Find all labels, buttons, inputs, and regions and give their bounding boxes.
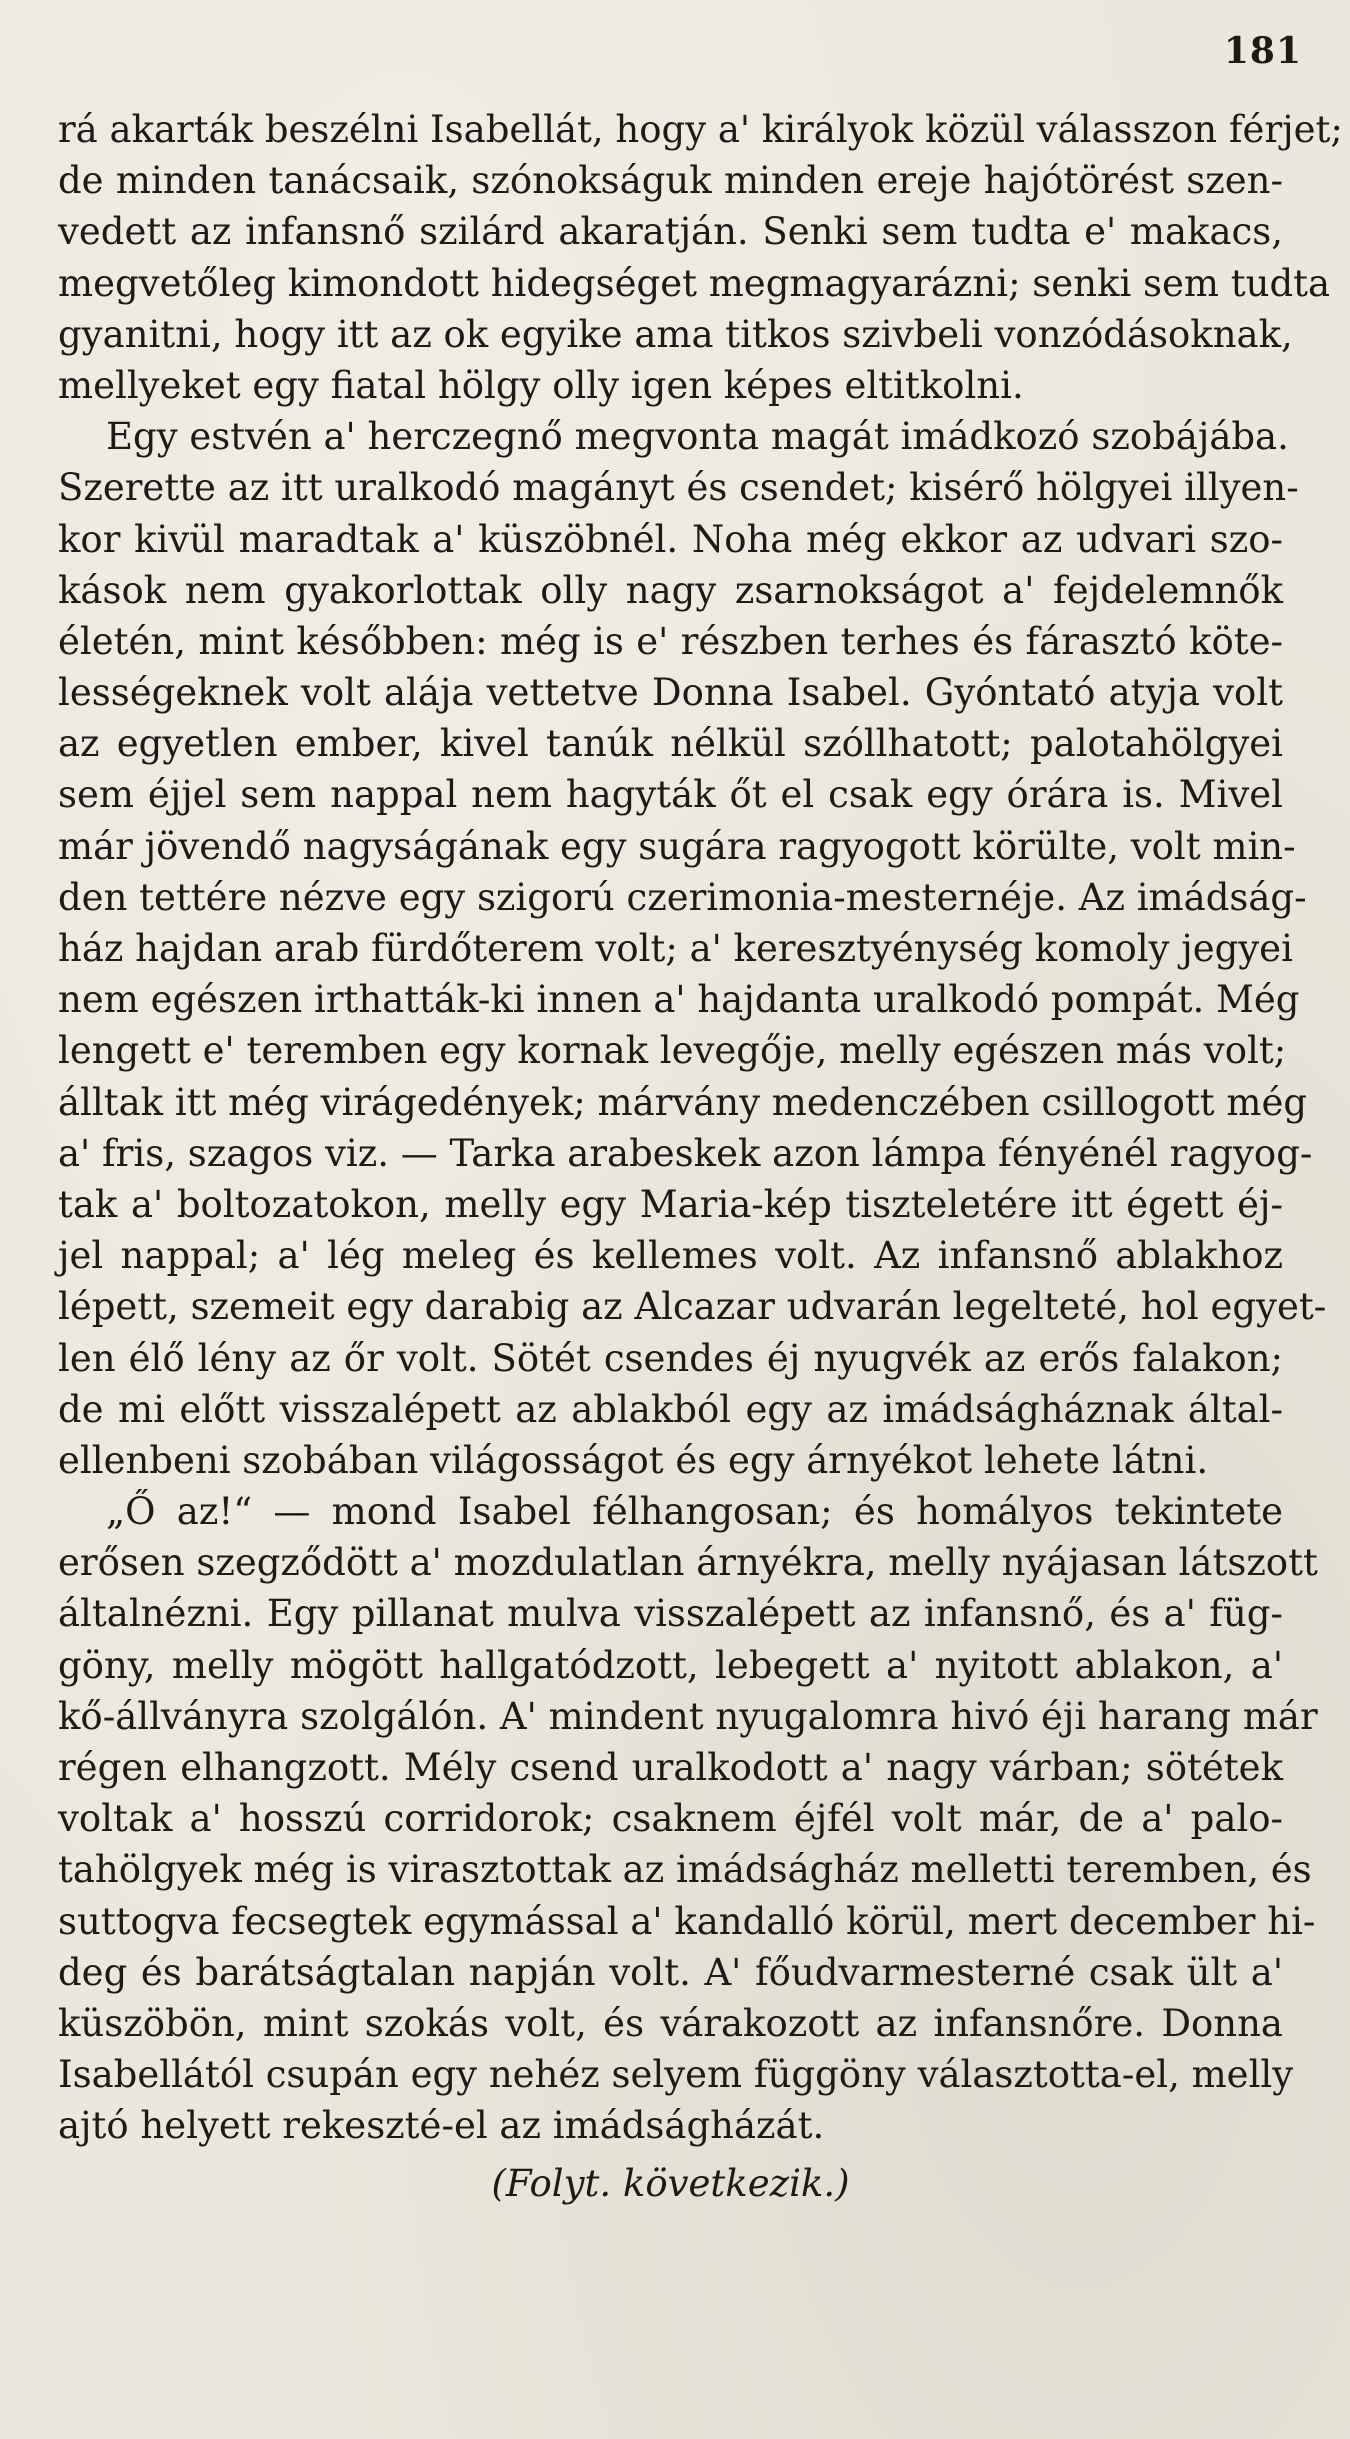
text-line: de minden tanácsaik, szónokságuk minden ereje hajótörést szen- — [58, 159, 1283, 203]
page-number: 181 — [1223, 30, 1302, 72]
text-line: álltak itt még virágedények; márvány medenczében csillogott még — [58, 1080, 1308, 1124]
text-line: a' fris, szagos viz. — Tarka arabeskek azon lámpa fényénél ragyog- — [58, 1131, 1313, 1175]
text-line: az egyetlen ember, kivel tanúk nélkül szóllhatott; palotahölgyei — [58, 722, 1283, 766]
text-line: küszöbön, mint szokás volt, és várakozott az infansnőre. Donna — [58, 2001, 1283, 2045]
text-line: kor kivül maradtak a' küszöbnél. Noha még ekkor az udvari szo- — [58, 517, 1283, 561]
text-line: de mi előtt visszalépett az ablakból egy az imádságháznak által- — [58, 1387, 1283, 1431]
text-line: rá akarták beszélni Isabellát, hogy a' királyok közül válasszon férjet; — [58, 108, 1343, 151]
text-line: gyanitni, hogy itt az ok egyike ama titkos szivbeli vonzódásoknak, — [58, 312, 1293, 356]
text-line: ellenbeni szobában világosságot és egy árnyékot lehete látni. — [58, 1438, 1209, 1482]
text-line: általnézni. Egy pillanat mulva visszalépett az infansnő, és a' füg- — [58, 1592, 1283, 1636]
text-line: lengett e' teremben egy kornak levegője, melly egészen más volt; — [58, 1029, 1287, 1073]
body-text — [58, 104, 1343, 2209]
text-line: Isabellától csupán egy nehéz selyem függöny választotta-el, melly — [58, 2053, 1294, 2097]
text-line: „Ő az!“ — mond Isabel félhangosan; és homályos tekintete — [106, 1490, 1283, 1534]
text-line: nem egészen irthatták-ki innen a' hajdanta uralkodó pompát. Még — [58, 978, 1300, 1022]
text-line: vedett az infansnő szilárd akaratján. Senki sem tudta e' makacs, — [58, 210, 1283, 254]
text-line: voltak a' hosszú corridorok; csaknem éjfél volt már, de a' palo- — [58, 1797, 1283, 1841]
text-line: tak a' boltozatokon, melly egy Maria-kép tiszteletére itt égett éj- — [58, 1182, 1283, 1226]
text-line: lességeknek volt alája vettetve Donna Isabel. Gyóntató atyja volt — [58, 671, 1283, 715]
text-line: göny, melly mögött hallgatódzott, lebegett a' nyitott ablakon, a' — [58, 1643, 1283, 1687]
text-line: suttogva fecsegtek egymással a' kandalló körül, mert december hi- — [58, 1899, 1316, 1943]
text-line: Szerette az itt uralkodó magányt és csendet; kisérő hölgyei illyen- — [58, 466, 1299, 510]
text-line: régen elhangzott. Mély csend uralkodott a' nagy várban; sötétek — [58, 1746, 1283, 1789]
text-line: Egy estvén a' herczegnő megvonta magát imádkozó szobájába. — [106, 415, 1289, 459]
text-line: életén, mint későbben: még is e' részben terhes és fárasztó köte- — [58, 619, 1283, 663]
text-line: kő-állványra szolgálón. A' mindent nyugalomra hivó éji harang már — [58, 1694, 1318, 1738]
text-line: már jövendő nagyságának egy sugára ragyogott körülte, volt min- — [58, 824, 1296, 868]
text-line: megvetőleg kimondott hidegséget megmagyarázni; senki sem tudta — [58, 261, 1331, 305]
text-line: ház hajdan arab fürdőterem volt; a' keresztyénység komoly jegyei — [58, 927, 1293, 970]
text-line: erősen szegződött a' mozdulatlan árnyékra, melly nyájasan látszott — [58, 1541, 1318, 1585]
text-line: den tettére nézve egy szigorú czerimonia-mesternéje. Az imádság- — [58, 875, 1307, 919]
text-line: sem éjjel sem nappal nem hagyták őt el csak egy órára is. Mivel — [58, 773, 1283, 817]
text-line: lépett, szemeit egy darabig az Alcazar udvarán legelteté, hol egyet- — [58, 1285, 1327, 1329]
text-line: jel nappal; a' lég meleg és kellemes volt. Az infansnő ablakhoz — [58, 1234, 1283, 1278]
text-line: deg és barátságtalan napján volt. A' főudvarmesterné csak ült a' — [58, 1950, 1283, 1994]
text-line: ajtó helyett rekeszté-el az imádságházát. — [58, 2104, 825, 2148]
text-line: kások nem gyakorlottak olly nagy zsarnokságot a' fejdelemnők — [58, 568, 1283, 612]
text-line: mellyeket egy fiatal hölgy olly igen képes eltitkolni. — [58, 363, 1024, 407]
text-line: tahölgyek még is virasztottak az imádságház melletti teremben, és — [58, 1848, 1312, 1892]
text-line: len élő lény az őr volt. Sötét csendes éj nyugvék az erős falakon; — [58, 1336, 1283, 1380]
continuation-note: (Folyt. következik.) — [491, 2161, 850, 2205]
